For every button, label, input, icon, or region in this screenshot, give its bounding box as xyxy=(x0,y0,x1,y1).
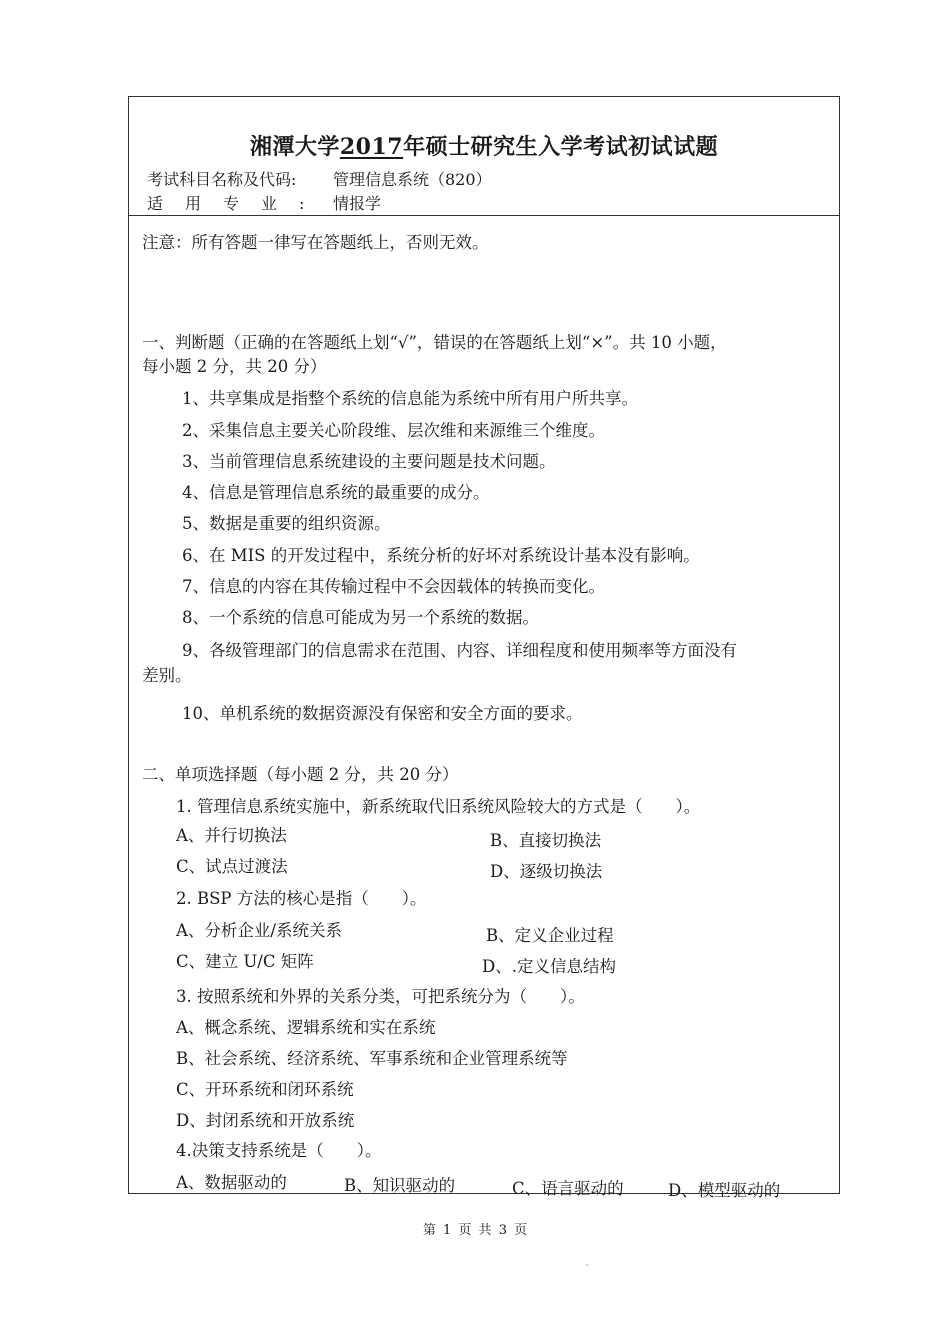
judge-item-9: 9、各级管理部门的信息需求在范围、内容、详细程度和使用频率等方面没有 xyxy=(182,641,737,660)
subject-label: 考试科目名称及代码: xyxy=(147,170,297,189)
judge-item-4: 4、信息是管理信息系统的最重要的成分。 xyxy=(182,483,490,502)
judge-item-2: 2、采集信息主要关心阶段维、层次维和来源维三个维度。 xyxy=(182,421,605,440)
major-value: 情报学 xyxy=(333,194,382,213)
scan-speck: ˇ xyxy=(585,1265,590,1275)
title-school: 湘潭大学 xyxy=(249,134,340,160)
q2-option-c: C、建立 U/C 矩阵 xyxy=(176,952,314,971)
q3-stem: 3. 按照系统和外界的关系分类，可把系统分为（ ）。 xyxy=(176,987,585,1006)
major-row xyxy=(147,191,381,214)
q4-option-d: D、模型驱动的 xyxy=(668,1181,781,1200)
q4-stem: 4.决策支持系统是（ ）。 xyxy=(176,1141,382,1160)
q1-option-c: C、试点过渡法 xyxy=(176,857,288,876)
judge-item-5: 5、数据是重要的组织资源。 xyxy=(182,514,391,533)
q3-option-c: C、开环系统和闭环系统 xyxy=(176,1080,354,1099)
notice: 注意：所有答题一律写在答题纸上，否则无效。 xyxy=(142,233,489,252)
exam-title xyxy=(129,130,839,161)
q4-option-b: B、知识驱动的 xyxy=(344,1176,456,1195)
subject-row xyxy=(147,167,492,190)
judge-item-1: 1、共享集成是指整个系统的信息能为系统中所有用户所共享。 xyxy=(182,389,638,408)
section1-heading: 一、判断题（正确的在答题纸上划“√”，错误的在答题纸上划“×”。共 10 小题， xyxy=(142,333,727,352)
judge-item-8: 8、一个系统的信息可能成为另一个系统的数据。 xyxy=(182,608,539,627)
title-rest: 年硕士研究生入学考试初试试题 xyxy=(403,134,719,160)
judge-item-3: 3、当前管理信息系统建设的主要问题是技术问题。 xyxy=(182,452,556,471)
q1-option-b: B、直接切换法 xyxy=(490,831,602,850)
judge-item-9-cont: 差别。 xyxy=(142,666,192,685)
q3-option-a: A、概念系统、逻辑系统和实在系统 xyxy=(176,1018,436,1037)
judge-item-10: 10、单机系统的数据资源没有保密和安全方面的要求。 xyxy=(182,704,583,723)
q2-stem: 2. BSP 方法的核心是指（ ）。 xyxy=(176,889,427,908)
q4-option-c: C、语言驱动的 xyxy=(512,1179,624,1198)
section1-heading-cont: 每小题 2 分，共 20 分） xyxy=(142,357,327,376)
major-label: 适用专业: xyxy=(147,194,327,213)
q2-option-b: B、定义企业过程 xyxy=(486,926,614,945)
q1-option-a: A、并行切换法 xyxy=(176,826,287,845)
subject-value: 管理信息系统（820） xyxy=(333,170,492,189)
q2-option-d: D、.定义信息结构 xyxy=(482,957,616,976)
judge-item-7: 7、信息的内容在其传输过程中不会因载体的转换而变化。 xyxy=(182,577,605,596)
q3-option-b: B、社会系统、经济系统、军事系统和企业管理系统等 xyxy=(176,1049,568,1068)
page-footer: 第 1 页 共 3 页 xyxy=(422,1223,528,1238)
q1-stem: 1. 管理信息系统实施中，新系统取代旧系统风险较大的方式是（ ）。 xyxy=(176,797,701,816)
q2-option-a: A、分析企业/系统关系 xyxy=(176,921,342,940)
title-year: 2017 xyxy=(339,134,404,160)
q3-option-d: D、封闭系统和开放系统 xyxy=(176,1111,355,1130)
judge-item-6: 6、在 MIS 的开发过程中，系统分析的好坏对系统设计基本没有影响。 xyxy=(182,546,700,565)
exam-header xyxy=(129,97,839,216)
q1-option-d: D、逐级切换法 xyxy=(490,862,603,881)
q4-option-a: A、数据驱动的 xyxy=(176,1173,287,1192)
section2-heading: 二、单项选择题（每小题 2 分，共 20 分） xyxy=(142,765,459,784)
